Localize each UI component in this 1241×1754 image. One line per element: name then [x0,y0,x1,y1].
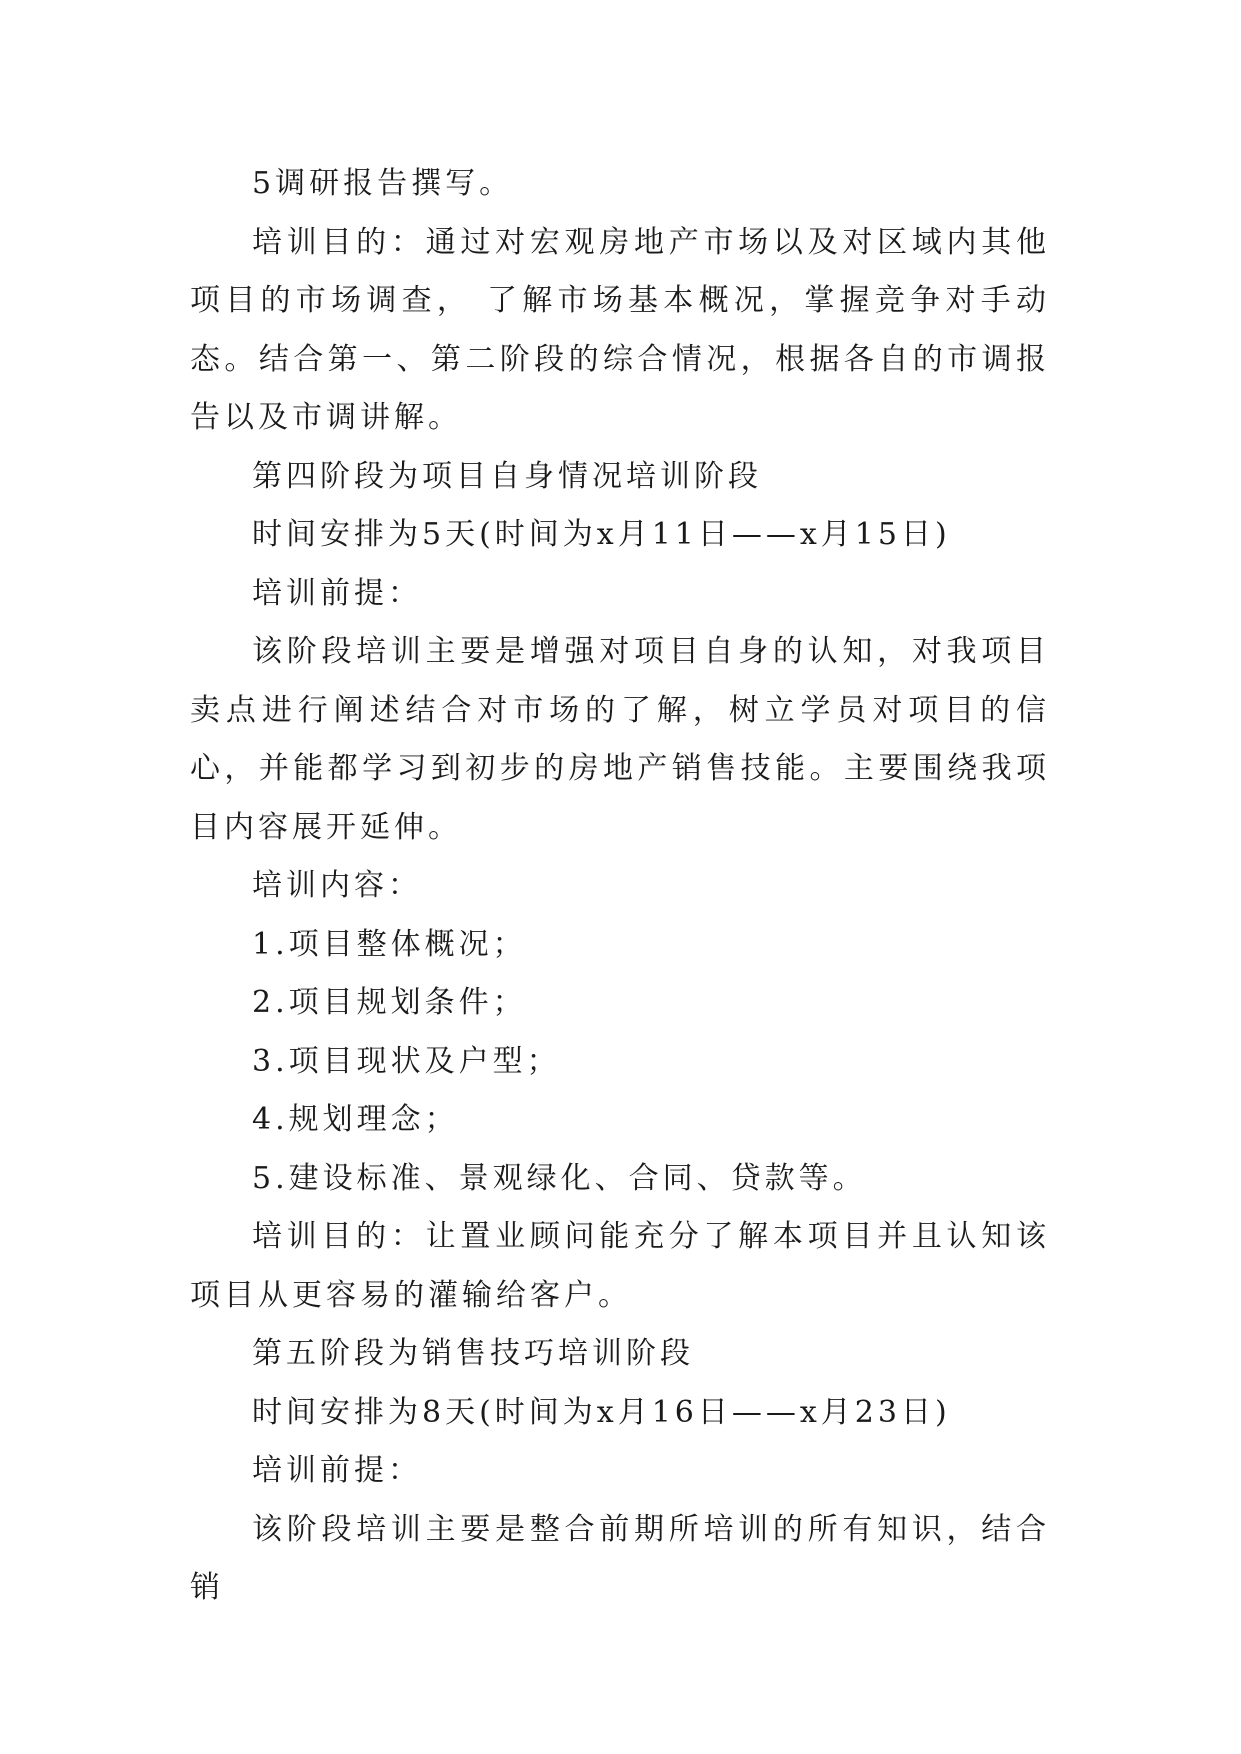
subheading: 培训内容： [252,868,422,903]
paragraph: 该阶段培训主要是整合前期所培训的所有知识，结合销 [190,1511,1050,1605]
paragraph: 5调研报告撰写。 [252,166,514,201]
document-body [190,155,1050,1618]
subheading: 培训前提： [252,575,422,611]
schedule-line: 时间安排为5天(时间为x月11日——x月15日) [252,517,951,552]
list-item: 2.项目规划条件； [252,985,527,1020]
schedule-line: 时间安排为8天(时间为x月16日——x月23日) [252,1394,951,1430]
list-item: 3.项目现状及户型； [252,1043,561,1079]
list-item: 4.规划理念； [252,1102,459,1137]
section-heading: 第四阶段为项目自身情况培训阶段 [252,458,762,494]
list-item: 5.建设标准、景观绿化、合同、贷款等。 [252,1160,867,1196]
list-item: 1.项目整体概况； [252,926,527,962]
paragraph: 该阶段培训主要是增强对项目自身的认知，对我项目卖点进行阐述结合对市场的了解，树立学员对项目的信心，并能都学习到初步的房地产销售技能。主要围绕我项目内容展开延伸。 [190,634,1050,845]
section-heading: 第五阶段为销售技巧培训阶段 [252,1336,694,1371]
paragraph: 培训目的：让置业顾问能充分了解本项目并且认知该项目从更容易的灌输给客户。 [190,1219,1050,1313]
subheading: 培训前提： [252,1453,422,1488]
paragraph: 培训目的：通过对宏观房地产市场以及对区域内其他项目的市场调查， 了解市场基本概况，掌握竞争对手动态。结合第一、第二阶段的综合情况，根据各自的市调报告以及市调讲解。 [190,224,1050,435]
